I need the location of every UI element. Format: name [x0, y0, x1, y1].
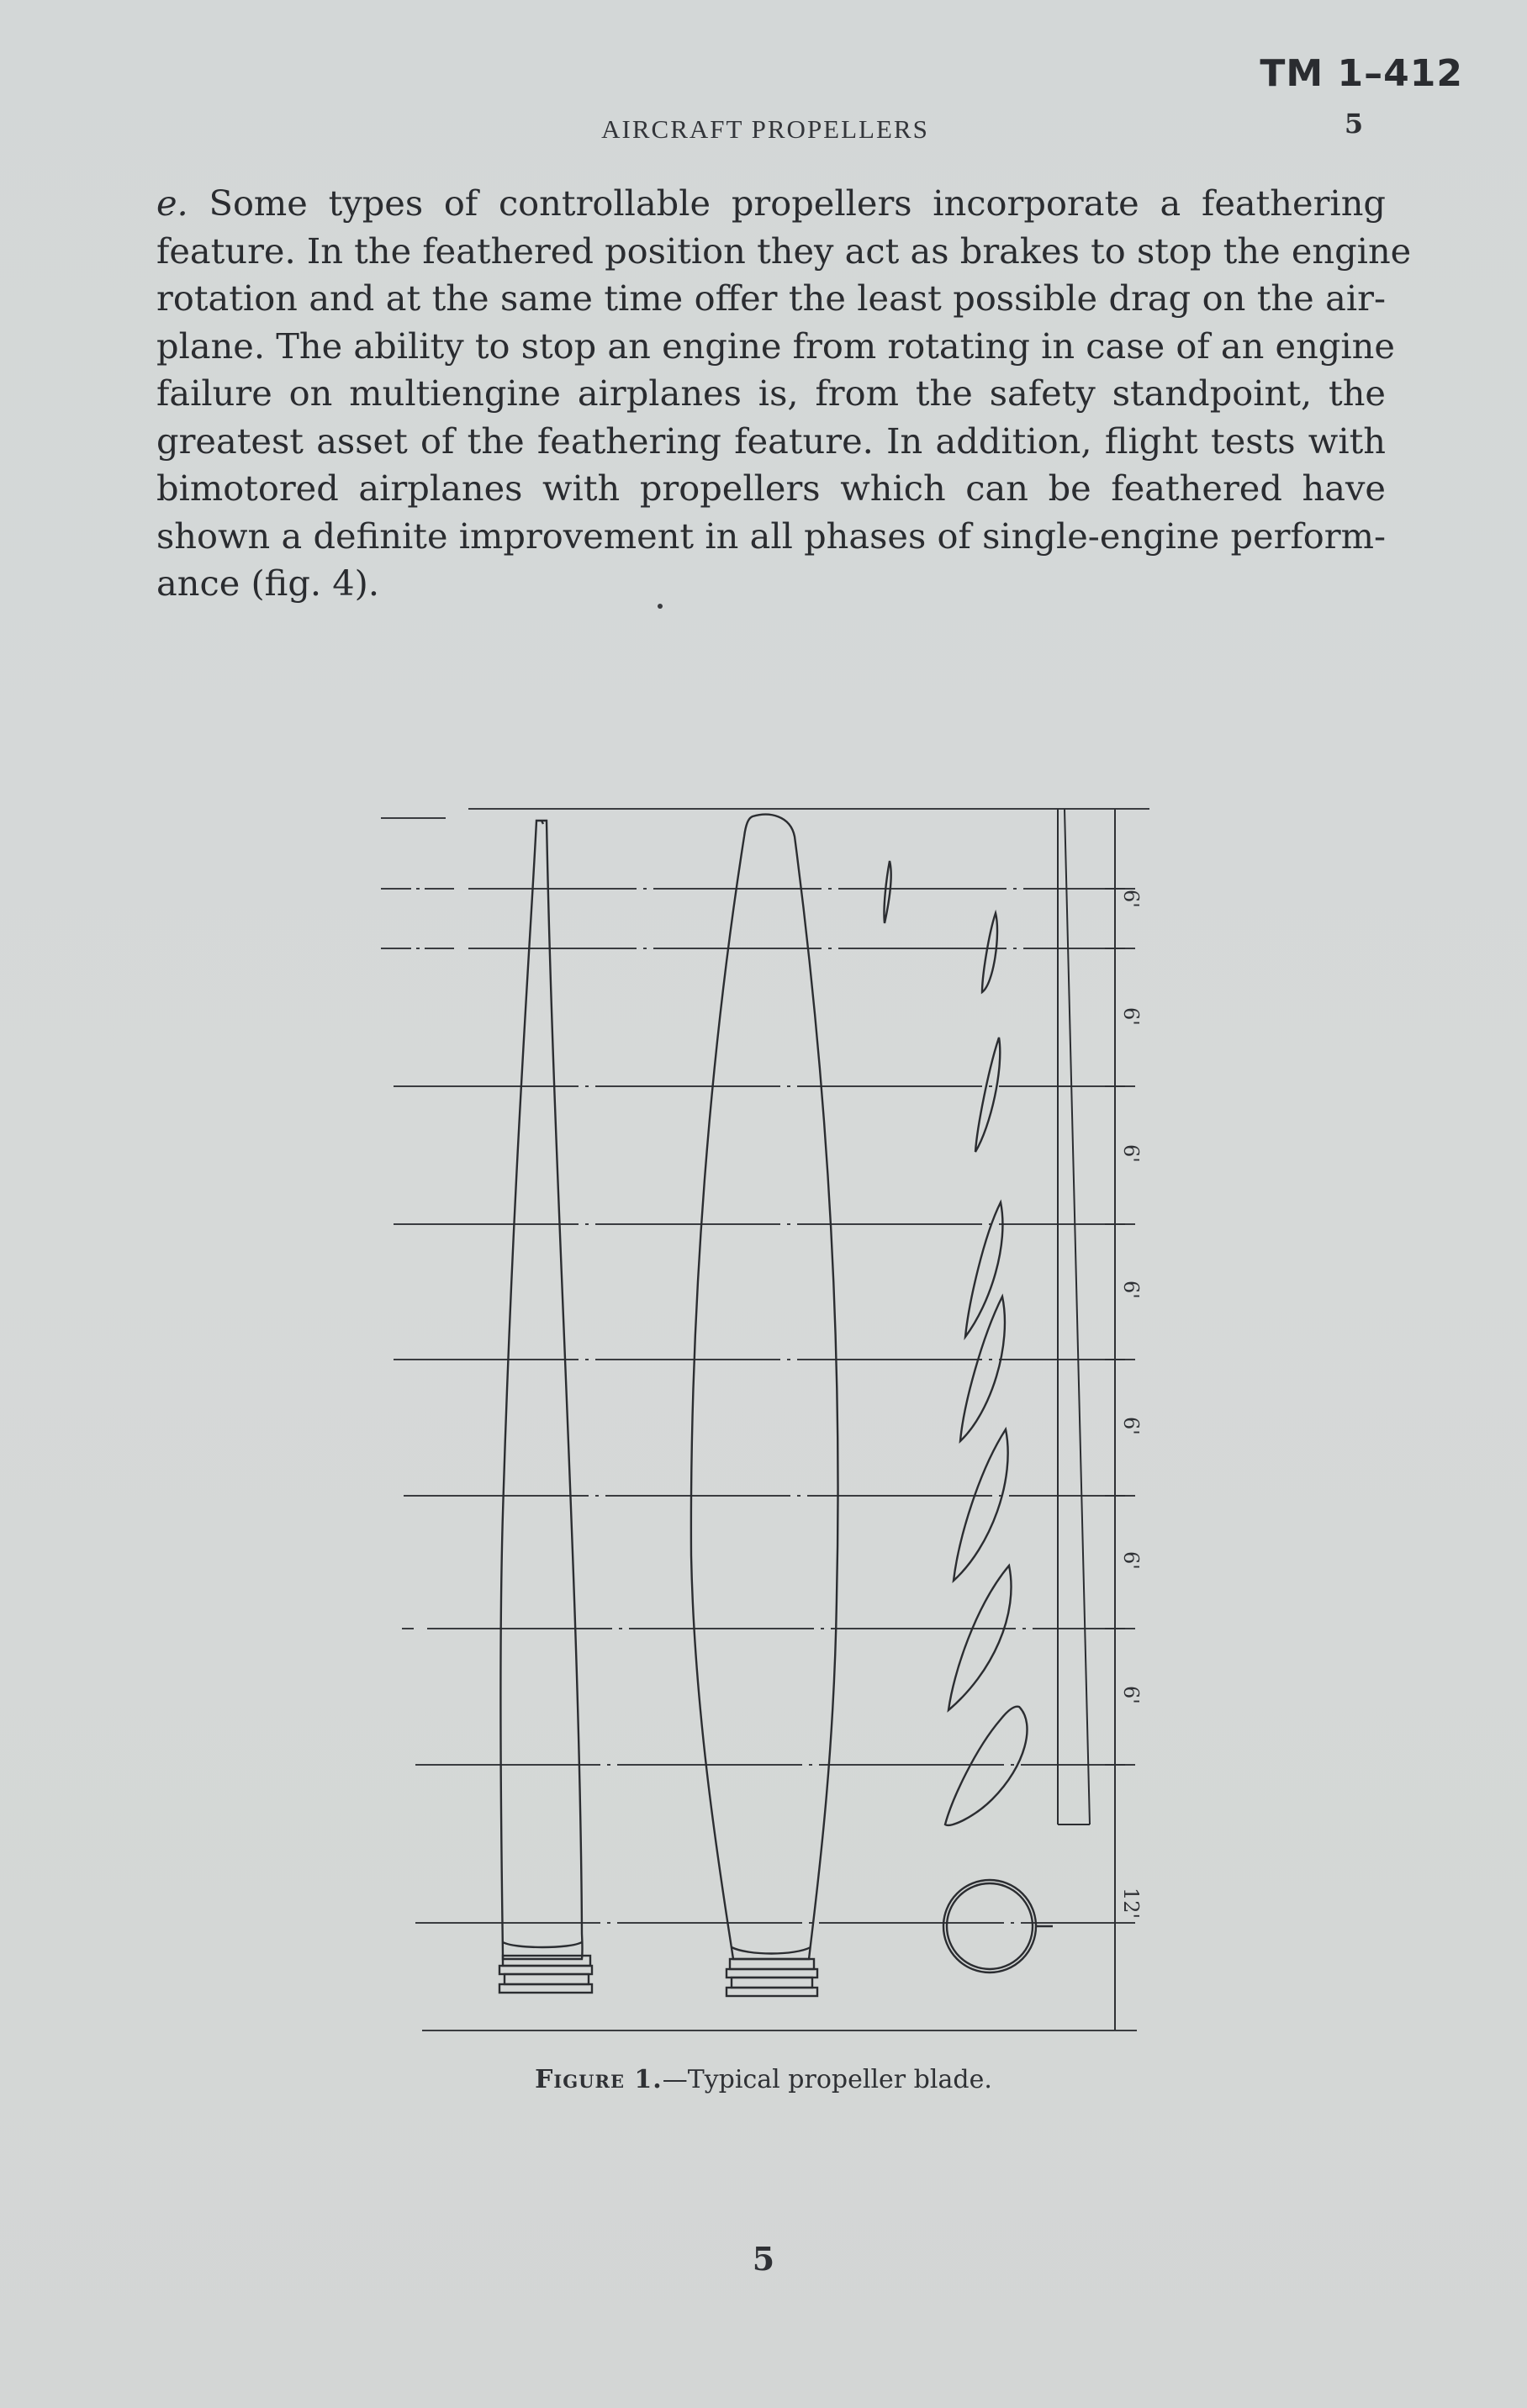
paragraph-line: feature. In the feathered position they act as brakes to stop the engine: [156, 230, 1412, 272]
dimension-label: 6': [1119, 1281, 1143, 1299]
blade-edge-view-hub-ring: [499, 1966, 592, 1974]
dimension-label: 6': [1119, 1417, 1143, 1435]
blade-edge-view-hub-ring: [503, 1956, 590, 1966]
airfoil-section: [975, 1038, 1000, 1152]
paragraph-line: ance (fig. 4).: [156, 562, 380, 604]
footer-page-number: 5: [752, 2240, 775, 2278]
dimension-label: 6': [1119, 1144, 1143, 1163]
figure-caption: [420, 2065, 1107, 2094]
blade-edge-view-hub-ring: [505, 1974, 589, 1984]
dimension-label: 6': [1119, 1007, 1143, 1026]
paragraph-line: greatest asset of the feathering feature. In addition, flight tests with: [156, 420, 1386, 462]
figure-caption-label: Figure 1.: [535, 2065, 663, 2094]
airfoil-sections: [884, 861, 1053, 1972]
airfoil-section: [982, 913, 997, 992]
paragraph-line: bimotored airplanes with propellers which can be feathered have: [156, 467, 1386, 509]
airfoil-section: [948, 1566, 1012, 1710]
dimension-label: 6': [1119, 1686, 1143, 1704]
paragraph-line: rotation and at the same time offer the least possible drag on the air-: [156, 277, 1386, 319]
dimension-label: 6': [1119, 890, 1143, 908]
airfoil-section: [884, 861, 890, 923]
blade-thickness-view: [1058, 809, 1090, 1824]
figure-caption-text: —Typical propeller blade.: [662, 2065, 992, 2094]
blade-face-view-hub-ring: [727, 1988, 817, 1996]
paragraph-letter: e.: [156, 182, 188, 224]
airfoil-section: [954, 1429, 1008, 1581]
blade-face-view-outline: [691, 815, 838, 1959]
running-title: AIRCRAFT PROPELLERS: [601, 114, 929, 144]
airfoil-section: [945, 1707, 1028, 1825]
airfoil-section: [965, 1202, 1002, 1337]
blade-face-view-hub-ring: [732, 1978, 812, 1988]
paragraph-line: failure on multiengine airplanes is, from the safety standpoint, the: [156, 372, 1386, 414]
blade-side-view: [499, 821, 592, 1993]
blade-face-view: [691, 815, 838, 1996]
blade-face-view-hub-neck: [732, 1947, 811, 1954]
paragraph-line: shown a definite improvement in all phases of single-engine perform-: [156, 515, 1386, 557]
hub-cross-section-inner: [947, 1883, 1033, 1969]
document-id: TM 1–412: [1260, 52, 1463, 95]
blade-face-view-hub-ring: [730, 1959, 814, 1969]
blade-face-view-hub-ring: [727, 1969, 817, 1978]
dimension-label: 12': [1119, 1888, 1143, 1920]
paragraph-line-rest: Some types of controllable propellers incorporate a feathering: [209, 182, 1386, 224]
blade-edge-view-hub-ring: [499, 1984, 592, 1993]
paragraph-line: plane. The ability to stop an engine from rotating in case of an engine: [156, 325, 1395, 367]
blade-edge-view-outline: [500, 821, 582, 1959]
header-page-number: 5: [1344, 108, 1364, 140]
hub-cross-section: [943, 1880, 1036, 1972]
dimension-label: 6': [1119, 1551, 1143, 1570]
thickness-view-trailing-edge: [1065, 809, 1090, 1824]
blade-edge-view-hub-neck: [503, 1942, 582, 1947]
station-lines: [381, 809, 1149, 2030]
